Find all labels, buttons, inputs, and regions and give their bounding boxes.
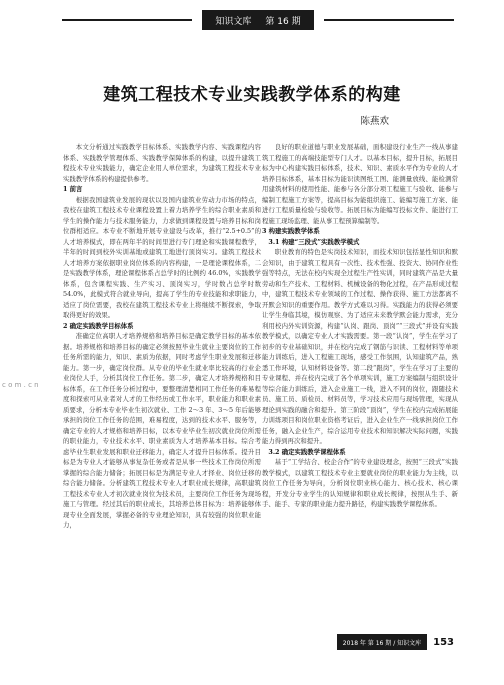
article-author: 陈燕欢 [360, 116, 389, 127]
body-paragraph: 根据我国建筑业发展的现状以及国内建筑业劳动力市场的特点，我校在建筑工程技术专业课程设置上着力培养学生的综合职业素质和学生的操作能力与技术服务能力，力求做到课程设置与培养目标和岗位群相适应。本专业不断地开展专业建设与改革，推行“2.5+0.5”的人才培养模式，即在两年半的时间里进行专门理论和实践课程教学，半年的时间到校外实训基地或建筑工地进行顶岗实习。建筑工程技术人才培养方案依据职业岗位体系的内容构建，一是理论课程体系，二是实践教学体系，理论课程体系占总学时的比例约 46.0%，实践教学体系，包含课程实践、生产实习、顶岗实习，学时数占总学时数 54.0%，此模式符合就业导向，提高了学生的专业技能和求职能力，适应了岗位需要，我校在建筑工程技术专业上将继续不断探索，争取取得更好的效果。 [63, 195, 261, 319]
body-paragraph: 职业教育的特色是实岗技术知识，而技术知识包括显性知识和默会知识，由于建筑工程具有一次性、技术性强、投资大、协同作业性强等特点，无法在校内实现全过程生产性实训，同时建筑产品是大量劳动和生产技术、工程材料、机械设备的物化过程，在产品形成过程中，建筑工程技术专业领域的工作过程、操作获得、施工方法都离不开默会知识的重要作用。教学方式难以习得。实践能力的获得必须要让学生身临其境，模仿观察、为了适应未来教学默会能力需求，充分利用校内外实训资源，构建“认岗、跟岗、顶岗”“三段式”并设有实践教学模式，以确定专业人才实践需要。第一段“认岗”，学生在学习了初步的专业基础知识，并在校内完成了钢筋与识读、工程材料等单项能力训练后，进入工程施工现场，感受工作氛围，认知建筑产品，熟悉工作环境，认知材料设备等。第二段“跟岗”，学生在学习了主要的专业课程、并在校内完成了各个单项实训，施工方案编制与组织设计等综合能力训练后，进入企业施工一线，进入不同的岗位，跟随技术员、施工员、质检员、材料员等，学习技术应用与现场管理，实现从理论到实践的融合和提升。第三阶段“顶岗”，学生在校内完成拓展能力训练项目和岗位职业资格考证后，进入企业生产一线承担岗位工作任务，融入企业生产，综合运用专业技术和知识解决实际问题，实践能力得到再次和提升。 [262, 248, 458, 445]
section-heading: 3 构建实践教学体系 [262, 227, 320, 235]
footer-label: 2018 年 第 16 期 / 知识文库 [337, 634, 427, 650]
section-heading: 1 前言 [63, 185, 83, 193]
header-rule-right [324, 19, 454, 21]
body-paragraph: 准确定位高职人才培养规格和培养目标是确定教学目标的基本依据。培养规格和培养目标的确定必须按照毕业生就业主要岗位的工作任务所需的能力，知识、素质为依据，同时考虑学生职业发展和迁移能力。第一步，确定岗位群。从专业的毕业生就业率比较高的行业企业岗位人手，分析其岗位工作任务。第二步，确定人才培养规格和目标体系，在工作任务分析过程中，要整理清楚相同工作任务的难易程度和探索可从业者对人才的工作经历或工作水平，职业能力和职业素质要求，分析本专业毕业生初次就业、工作 2～3 年、3～5 年后能够承担的岗位工作任务的范围，难易程度，达到的技术水平、服务等，确定专业的人才规格和培养目标，以本专业毕业生初次就业岗位所需的职业能力，专业技术水平、职业素质为人才培养基本目标。综合考虑毕业生职业发展和职业迁移能力，确定人才提升目标体系。提升目标是为专业人才能够从事复杂任务或者是从事一些技术工作岗位所需掌握的综合能力储备；拓展目标是为满足专业人才择业、岗位迁移的综合能力储备。分析建筑工程技术专业人才职业成长规律，高职建筑工程技术专业人才初次就业岗位为技术员，主要岗位工作任务为现场施工与管理。经过其后的职业成长，其培养总体目标为：培养能够体现专业全面发展，掌握必备的专业理论知识，具有较强的岗位职业能力， [63, 332, 261, 529]
body-paragraph: 良好的职业道德与职业发展基础，面积建设行业生产一线从事建筑工程施工的高端技能型专门人才。以基本目标，提升目标，拓展目标为中心构建实践目标体系，技术、知识、素质水平作为专业的人才培养目标体系，基本目标为能识读图纸工图、能测量放线、能检测常用建筑材料的使用性能、能参与各分部分项工程施工与验收、能参与编制工程施工方案等，提高目标为能组织施工、能编写施工方案、能进行工程质量检验与验收等。拓展目标为能编写投标文件、能进行工程施工现场监理、能从事工程预算编制等。 [262, 143, 458, 225]
section-heading: 2 确定实践教学目标体系 [63, 321, 134, 330]
body-paragraph: 基于“工学结合、校企合作”的专业建设理念，按照“三段式”实践教学模式，以建筑工程技术专业主要就业岗位的职业能力为主线，以岗位工作任务为导向，分析岗位职业核心能力、核心技术、核心课程，开发分专业学生的认知规律和职业成长规律，按照从生手、新手、能手、专家的职业能力提升路径，构建实践教学课程体系。 [262, 458, 458, 508]
header-banner [202, 10, 314, 30]
header-rule-left [62, 19, 192, 21]
section-heading: 3.1 构建“三段式”实践教学模式 [268, 237, 360, 246]
side-watermark: c o m . c n [2, 381, 39, 389]
article-title: 建筑工程技术专业实践教学体系的构建 [103, 85, 401, 105]
section-heading: 3.2 确定实践教学课程体系 [268, 447, 346, 456]
right-column [262, 142, 458, 510]
header-section: 知识文库 [215, 16, 252, 27]
left-column [63, 142, 261, 531]
header-issue: 第 16 期 [265, 16, 301, 27]
body-paragraph: 本文分析通过实践教学目标体系、实践教学内容、实践课程内容体系、实践教学管理体系、实践教学保障体系的构建，以提升建筑工程技术专业实践能力，确定企业用人单位需求，为建筑工程技术专业实践教学体系的构建提供参考。 [63, 143, 261, 183]
page-header [0, 10, 504, 30]
page-footer [337, 634, 454, 650]
page-number: 153 [433, 636, 454, 648]
